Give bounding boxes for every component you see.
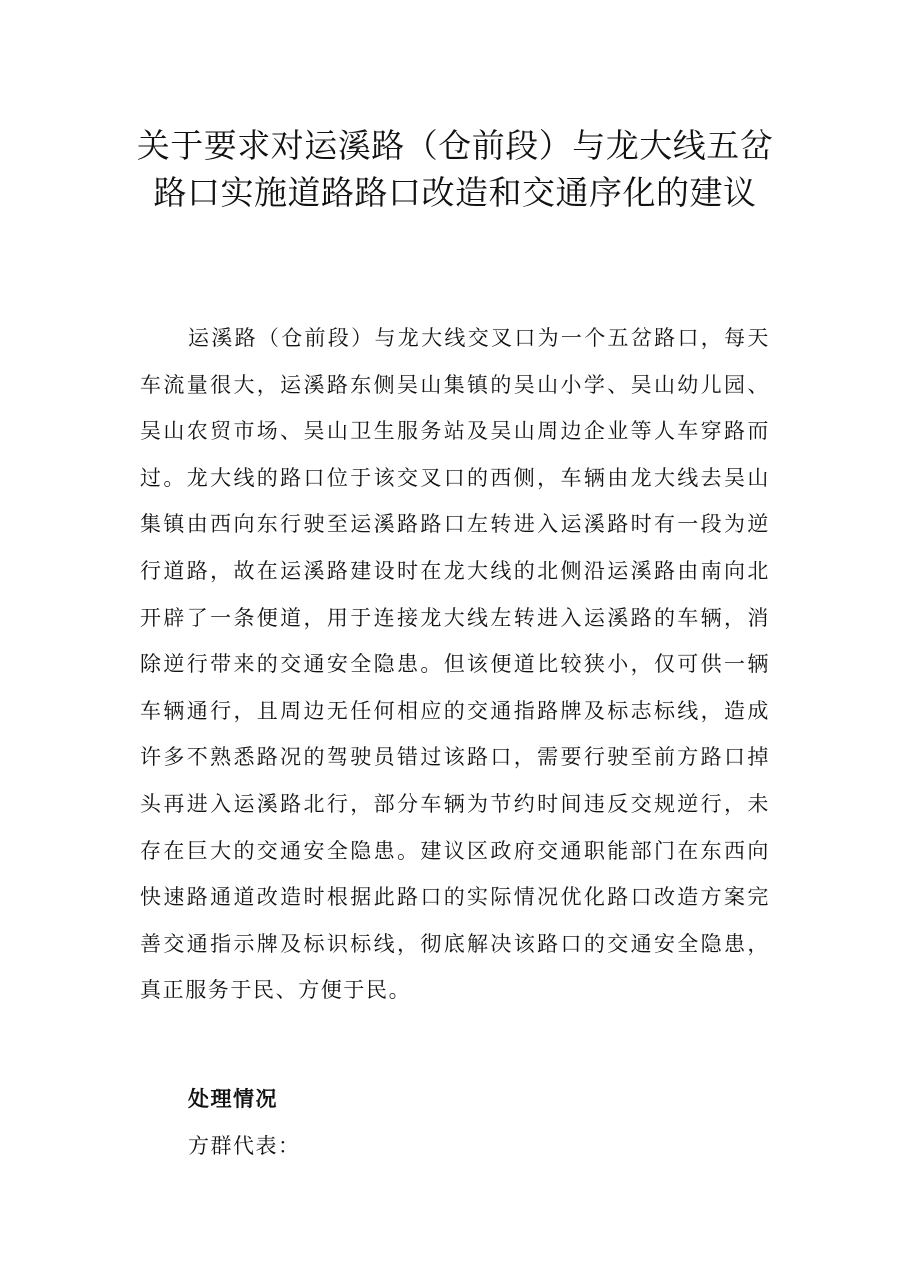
representative-line: 方群代表： [188, 1134, 301, 1158]
body-paragraph: 运溪路（仓前段）与龙大线交叉口为一个五岔路口，每天车流量很大，运溪路东侧吴山集镇的吴山小学、吴山幼儿园、吴山农贸市场、吴山卫生服务站及吴山周边企业等人车穿路而过。龙大线的路口位于该交叉口的西侧，车辆由龙大线去吴山集镇由西向东行驶至运溪路路口左转进入运溪路时有一段为逆行道路，故在运溪路建设时在龙大线的北侧沿运溪路由南向北开辟了一条便道，用于连接龙大线左转进入运溪路的车辆，消除逆行带来的交通安全隐患。但该便道比较狭小，仅可供一辆车辆通行，且周边无任何相应的交通指路牌及标志标线，造成许多不熟悉路况的驾驶员错过该路口，需要行驶至前方路口掉头再进入运溪路北行，部分车辆为节约时间违反交规逆行，未存在巨大的交通安全隐患。建议区政府交通职能部门在东西向快速路通道改造时根据此路口的实际情况优化路口改造方案完善交通指示牌及标识标线，彻底解决该路口的交通安全隐患，真正服务于民、方便于民。 [140, 326, 770, 1003]
section-heading: 处理情况 [188, 1086, 278, 1111]
document-title: 关于要求对运溪路（仓前段）与龙大线五岔路口实施道路路口改造和交通序化的建议 [136, 126, 774, 212]
